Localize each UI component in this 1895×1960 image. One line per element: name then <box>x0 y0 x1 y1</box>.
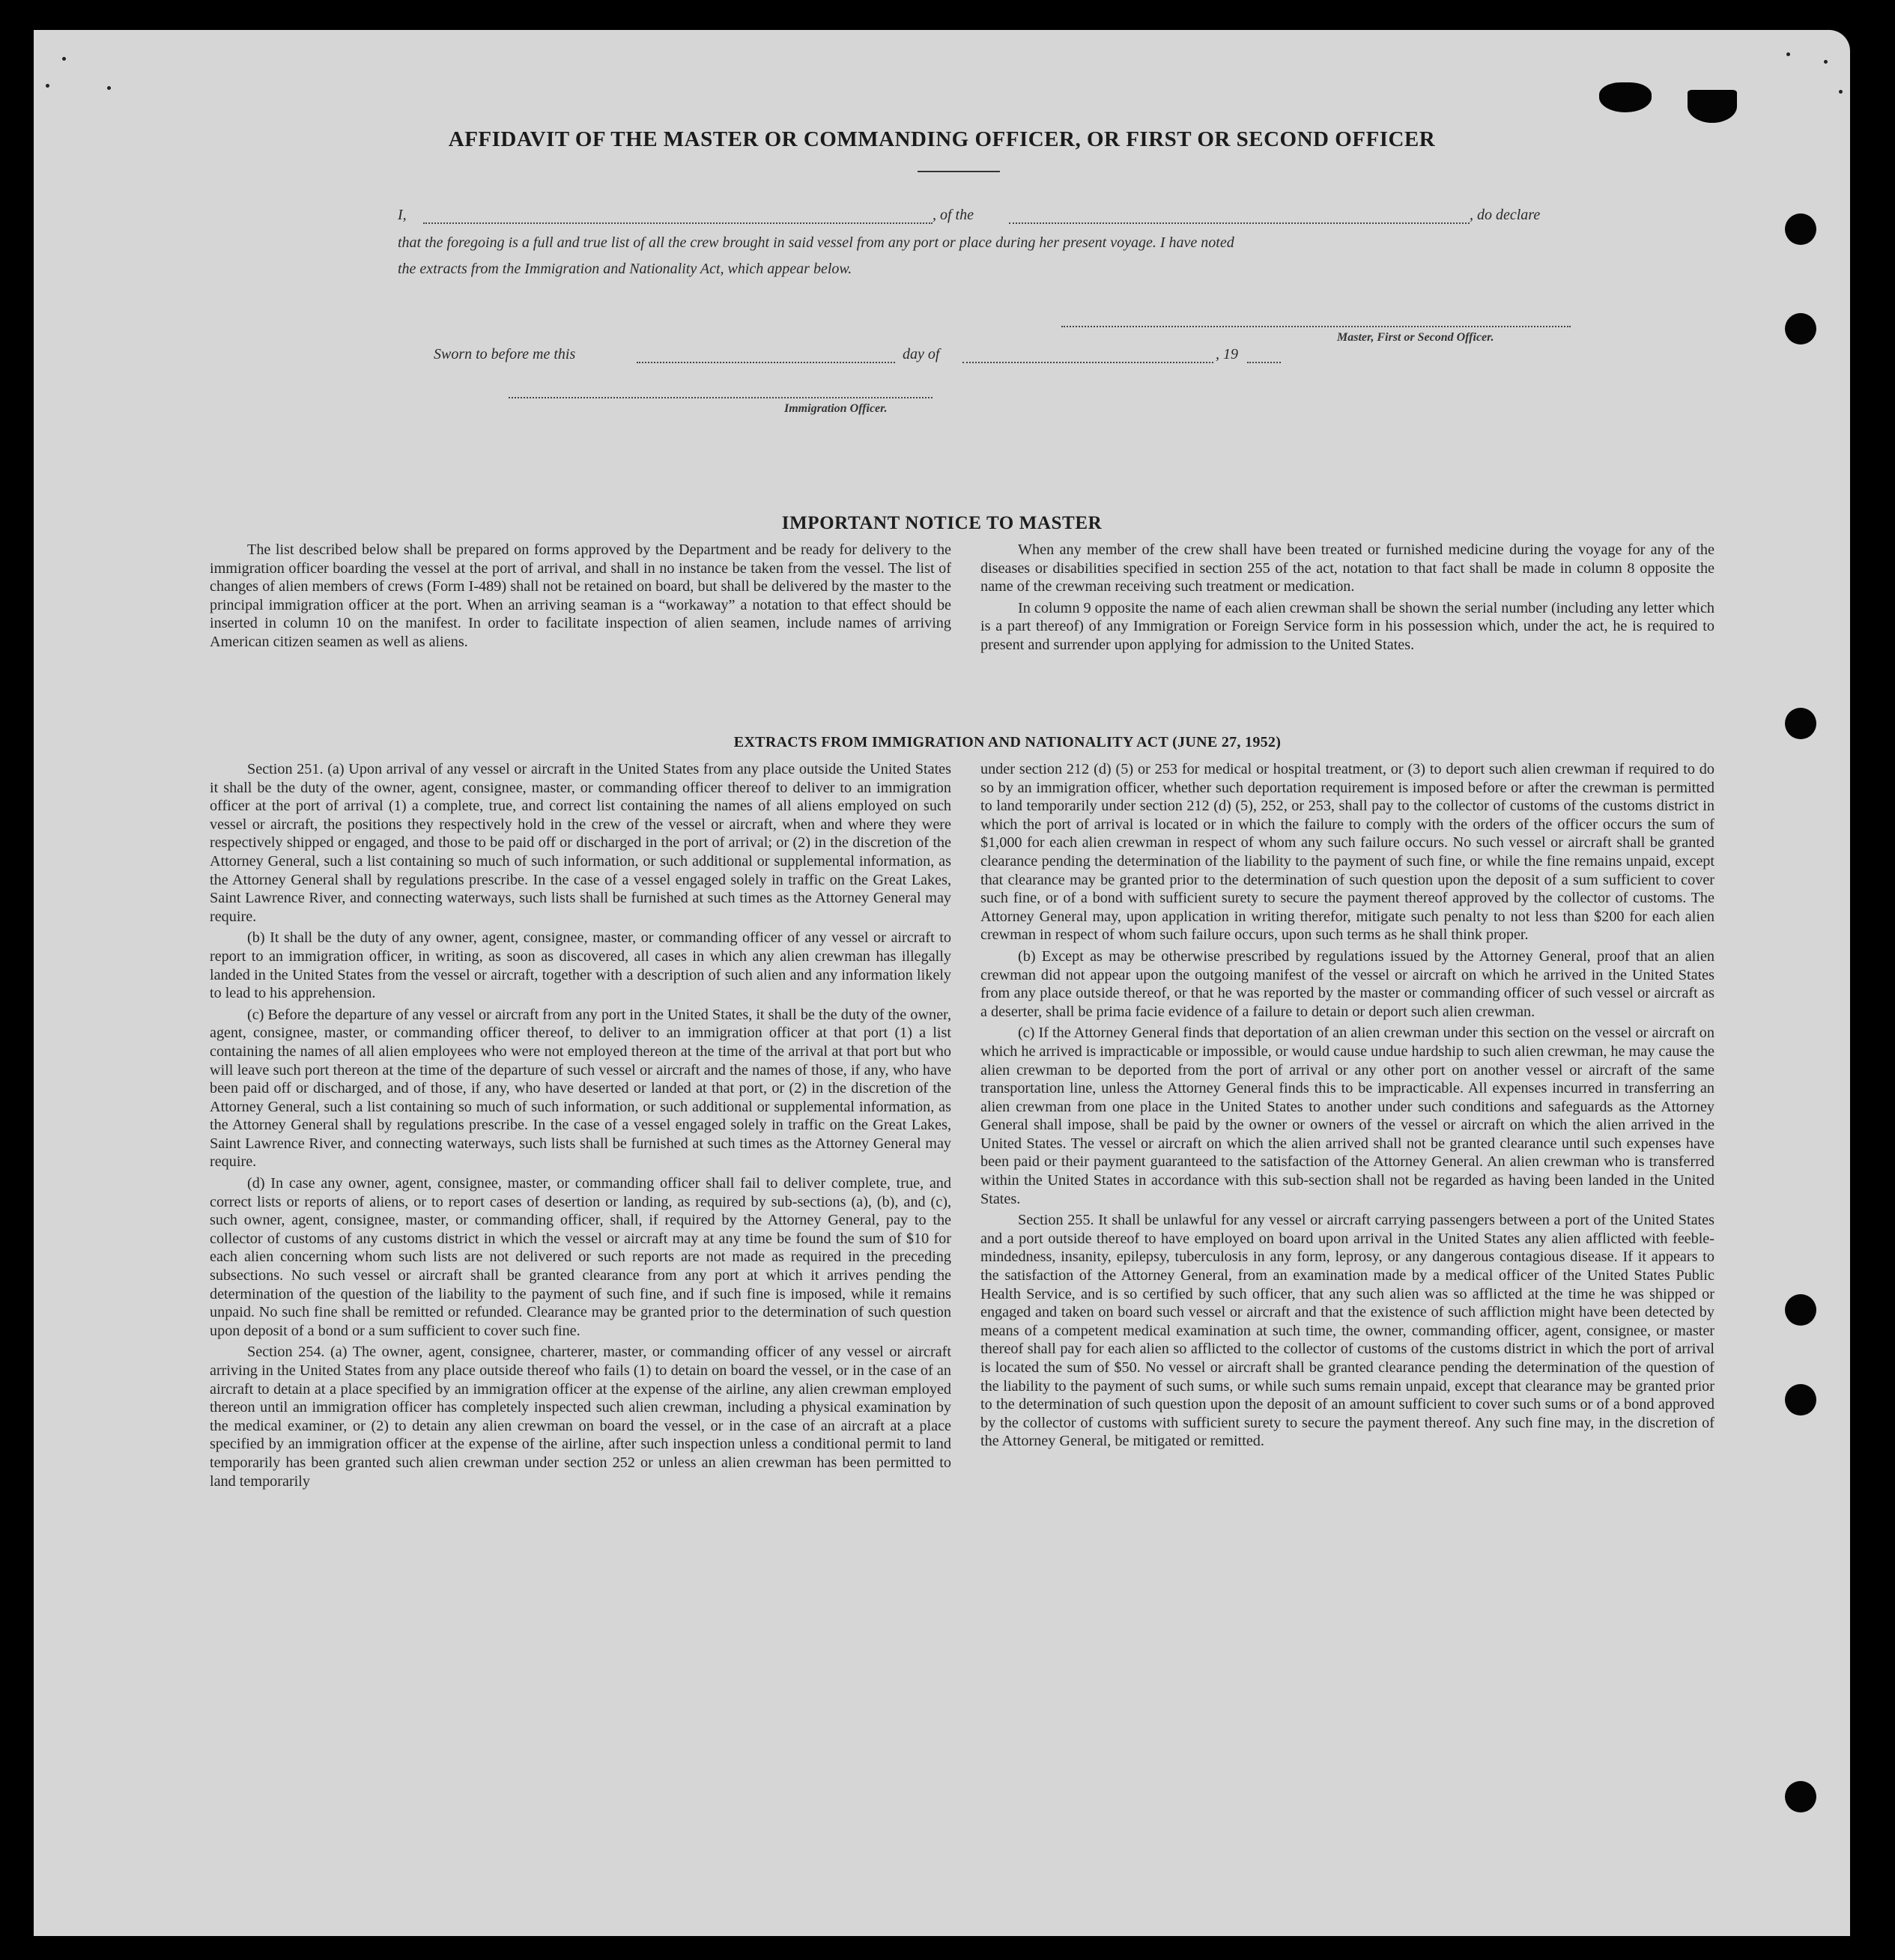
binder-hole <box>1785 313 1816 345</box>
officer-signature-line[interactable] <box>1061 326 1571 327</box>
extracts-left-column <box>210 760 951 1493</box>
year-label: , 19 <box>1216 346 1238 362</box>
declarant-prefix: I, <box>398 207 407 223</box>
sworn-label: Sworn to before me this <box>434 346 576 362</box>
notice-title: IMPORTANT NOTICE TO MASTER <box>781 513 1103 533</box>
sworn-day-line[interactable] <box>637 362 895 363</box>
section-254-b: (b) Except as may be otherwise prescribed by regulations issued by the Attorney General, proof that an alien crewman did not appear upon the outgoing manifest of the vessel or aircraft on which he arrived in the United States from any place outside thereof, or that he was reported by the master or commanding officer of such vessel or aircraft as a deserter, shall be prima facie evidence of a failure to detain or deport such alien crewman. <box>980 947 1714 1020</box>
speck <box>1839 90 1843 94</box>
notice-right-paragraph-1: When any member of the crew shall have been treated or furnished medicine during the voyage for any of the diseases or disabilities specified in section 255 of the act, notation to that fact shall be made in column 8 opposite the name of the crewman receiving such treatment or medication. <box>980 541 1714 595</box>
section-251-c: (c) Before the departure of any vessel or aircraft from any port in the United States, it shall be the duty of the owner, agent, consignee, master, or commanding officer thereof, to deliver to an immigration officer at that port (1) a list containing the names of all alien employees who were not employed thereon at the time of the arrival at that port but who will leave such port thereon at the time of the departure of such vessel or aircraft and the names of those, if any, who have been paid off or discharged, and of those, if any, who have deserted or landed at that port, or (2) in the discretion of the Attorney General, such a list containing so much of such information, or such additional or supplemental information, as the Attorney General shall by regulations prescribe. In the case of a vessel engaged solely in traffic on the Great Lakes, Saint Lawrence River, and connecting waterways, such lists shall be furnished at such times as the Attorney General may require. <box>210 1006 951 1171</box>
notice-left-paragraph: The list described below shall be prepared on forms approved by the Department and be ready for delivery to the immigration officer boarding the vessel at the port of arrival, and shall in no instance be taken from the vessel. The list of changes of alien members of crews (Form I-489) shall not be retained on board, but shall be delivered by the master to the principal immigration officer at the port. When an arriving seaman is a “workaway” a notation to that effect should be inserted in column 10 on the manifest. In order to facilitate inspection of alien seamen, include names of arriving American citizen seamen as well as aliens. <box>210 541 951 650</box>
vessel-name-line[interactable] <box>1009 222 1470 224</box>
binder-hole <box>1785 1781 1816 1812</box>
affidavit-title: AFFIDAVIT OF THE MASTER OR COMMANDING OFFICER, OR FIRST OR SECOND OFFICER <box>448 127 1436 151</box>
extracts-title: EXTRACTS FROM IMMIGRATION AND NATIONALITY ACT (JUNE 27, 1952) <box>733 734 1282 750</box>
sworn-year-line[interactable] <box>1247 362 1281 363</box>
section-254-a: Section 254. (a) The owner, agent, consignee, charterer, master, or commanding officer of any vessel or aircraft arriving in the United States from any place outside thereof who fails (1) to detain on board the vessel, or in the case of an aircraft to detain at a place specified by an immigration officer at the expense of the airline, any alien crewman employed thereon until an immigration officer has completely inspected such alien crewman, including a physical examination by the medical examiner, or (2) to detain any alien crewman on board the vessel, or in the case of an aircraft at a place specified by an immigration officer at the expense of the airline, after such inspection unless a conditional permit to land temporarily has been granted such alien crewman under section 252 or unless an alien crewman has been permitted to land temporarily <box>210 1344 951 1490</box>
binder-hole <box>1785 1384 1816 1416</box>
extracts-right-column <box>980 760 1714 1454</box>
punch-mark <box>1688 90 1737 123</box>
binder-hole <box>1785 708 1816 739</box>
of-the-label: , of the <box>933 207 974 223</box>
signature-caption: Master, First or Second Officer. <box>1337 331 1494 344</box>
document-page <box>34 30 1850 1936</box>
speck <box>62 57 66 61</box>
speck <box>1786 52 1790 56</box>
notice-left-column <box>210 541 951 655</box>
declaration-line-2: the extracts from the Immigration and Nationality Act, which appear below. <box>398 261 852 277</box>
section-251-a: Section 251. (a) Upon arrival of any vessel or aircraft in the United States from any place outside the United States it shall be the duty of the owner, agent, consignee, master, or commanding officer thereof to deliver to an immigration officer at the port of arrival (1) a complete, true, and correct list containing the names of all aliens employed on such vessel or aircraft, the positions they respectively hold in the crew of the vessel or aircraft, when and where they were respectively shipped or engaged, and those to be paid off or discharged in the port of arrival; or (2) in the discretion of the Attorney General, such a list containing so much of such information, or such additional or supplemental information, as the Attorney General shall by regulations prescribe. In the case of a vessel engaged solely in traffic on the Great Lakes, Saint Lawrence River, and connecting waterways, such lists shall be furnished at such times as the Attorney General may require. <box>210 761 951 925</box>
section-254-a-continued: under section 212 (d) (5) or 253 for medical or hospital treatment, or (3) to deport such alien crewman if required to do so by an immigration officer, whether such deportation requirement is imposed before or after the crewman is permitted to land temporarily under section 212 (d) (5), 252, or 253, shall pay to the collector of customs of the customs district in which the port of arrival is located or in which the failure to comply with the orders of the officer occurs the sum of $1,000 for each alien crewman in respect of whom any such failure occurs. No such vessel or aircraft shall be granted clearance pending the determination of the liability to the payment of such fine, or while the fine remains unpaid, except that clearance may be granted prior to the determination of such question upon the deposit of a sum sufficient to cover such fine, or of a bond with sufficient surety to secure the payment thereof approved by the collector of customs. The Attorney General may, upon application in writing therefor, mitigate such penalty to not less than $200 for each alien crewman in respect of whom such failure occurs, upon such terms as he shall think proper. <box>980 761 1714 944</box>
sworn-month-line[interactable] <box>962 362 1213 363</box>
day-of-label: day of <box>903 346 940 362</box>
notice-right-paragraph-2: In column 9 opposite the name of each alien crewman shall be shown the serial number (including any letter which is a part thereof) of any Immigration or Foreign Service form in his possession which, under the act, he is required to present and surrender upon applying for admission to the United States. <box>980 599 1715 653</box>
declaration-line-1: that the foregoing is a full and true list of all the crew brought in said vessel from any port or place during her present voyage. I have noted <box>398 234 1234 251</box>
officer-caption: Immigration Officer. <box>784 402 888 415</box>
binder-hole <box>1785 213 1816 245</box>
punch-mark <box>1599 82 1652 112</box>
speck <box>1824 60 1828 64</box>
notice-right-column <box>980 541 1714 658</box>
speck <box>107 86 111 90</box>
declarant-name-line[interactable] <box>423 222 933 224</box>
speck <box>46 84 49 88</box>
immigration-officer-line[interactable] <box>509 397 933 398</box>
section-255: Section 255. It shall be unlawful for any vessel or aircraft carrying passengers between a port of the United States and a port outside thereof to have employed on board upon arrival in the United States any alien afflicted with feeble-mindedness, insanity, epilepsy, tuberculosis in any form, leprosy, or any dangerous contagious disease. If it appears to the satisfaction of the Attorney General, from an examination made by a medical officer of the United States Public Health Service, and is so certified by such officer, that any such alien was so afflicted at the time he was shipped or engaged and taken on board such vessel or aircraft and that the existence of such affliction might have been detected by means of a competent medical examination at such time, the owner, commanding officer, agent, consignee, or master thereof shall pay for each alien so afflicted to the collector of customs of the customs district in which the port of arrival is located the sum of $50. No vessel or aircraft shall be granted clearance pending the determination of the question of the liability to the payment of such sums, or while such sums remain unpaid, except that clearance may be granted prior to the determination of such question upon the deposit of an amount sufficient to cover such sums or of a bond approved by the collector of customs with sufficient surety to secure the payment thereof. Any such fine may, in the discretion of the Attorney General, be mitigated or remitted. <box>980 1212 1714 1450</box>
do-declare-label: , do declare <box>1470 207 1541 223</box>
binder-hole <box>1785 1294 1816 1326</box>
title-rule <box>918 171 1000 172</box>
section-251-d: (d) In case any owner, agent, consignee, master, or commanding officer shall fail to deliver complete, true, and correct lists or reports of aliens, or to report cases of desertion or landing, as required by sub-sections (a), (b), and (c), such owner, agent, consignee, master, or commanding officer, shall, if required by the Attorney General, pay to the collector of customs of any customs district in which the vessel or aircraft may at any time be found the sum of $10 for each alien concerning whom such lists are not delivered or such reports are not made as required in the preceding subsections. No such vessel or aircraft shall be granted clearance from any port at which it arrives pending the determination of the question of the liability to the payment of such fine, and if such fine is imposed, while it remains unpaid. No such fine shall be remitted or refunded. Clearance may be granted prior to the determination of such question upon deposit of a bond or a sum sufficient to cover such fine. <box>210 1175 951 1339</box>
section-254-c: (c) If the Attorney General finds that deportation of an alien crewman under this section on the vessel or aircraft on which he arrived is impracticable or impossible, or would cause undue hardship to such alien crewman, he may cause the alien crewman to be deported from the port of arrival or any other port on another vessel or aircraft of the same transportation line, unless the Attorney General finds this to be impracticable. All expenses incurred in transferring an alien crewman from one place in the United States to another under such conditions and safeguards as the Attorney General shall impose, shall be paid by the owner or owners of the vessel or aircraft on which the alien arrived in the United States. The vessel or aircraft on which the alien arrived shall not be granted clearance until such expenses have been paid or their payment guaranteed to the satisfaction of the Attorney General. An alien crewman who is transferred within the United States in accordance with this sub-section shall not be regarded as having been landed in the United States. <box>980 1025 1714 1207</box>
section-251-b: (b) It shall be the duty of any owner, agent, consignee, master, or commanding officer of any vessel or aircraft to report to an immigration officer, in writing, as soon as discovered, all cases in which any alien crewman has illegally landed in the United States from the vessel or aircraft, together with a description of such alien and any information likely to lead to his apprehension. <box>210 929 951 1002</box>
